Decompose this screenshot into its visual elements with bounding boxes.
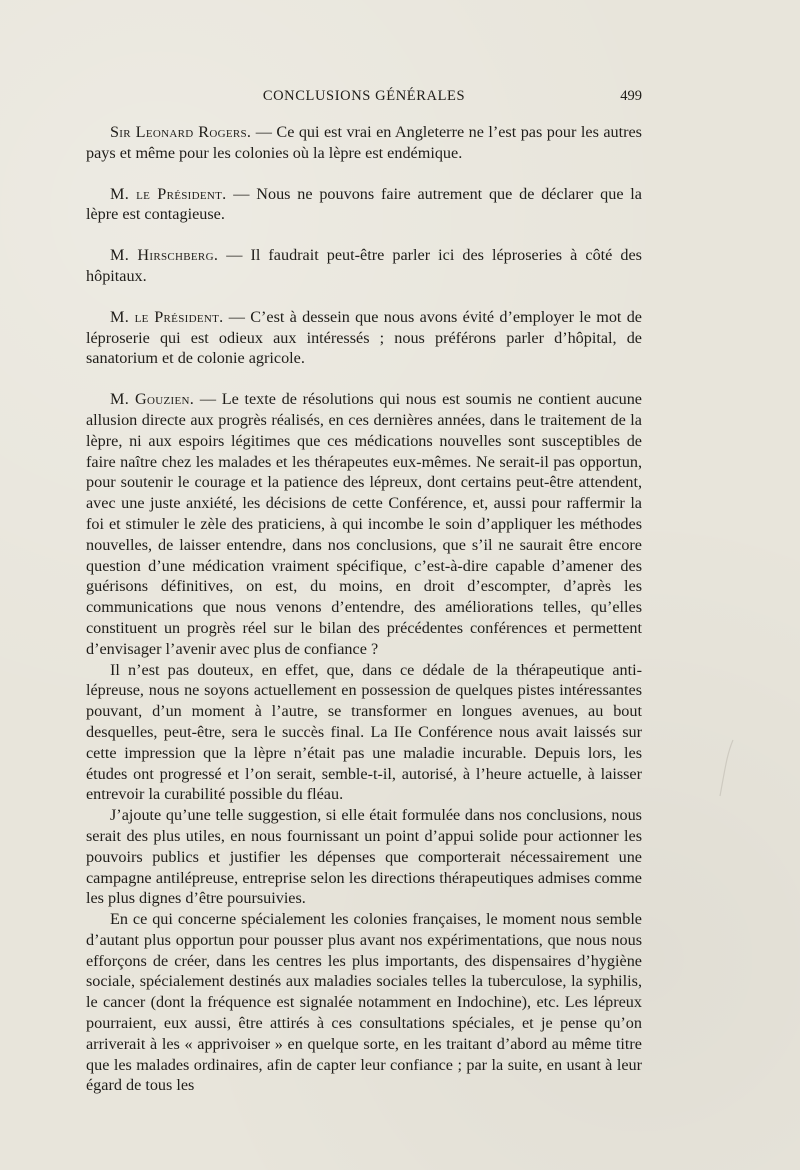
speaker-name: Sir Leonard Rogers. [110,123,252,141]
page-number: 499 [620,88,642,104]
continuation-paragraph-1: Il n’est pas douteux, en effet, que, dans ce dédale de la thérapeutique anti-lépreuse, nous ne soyons actuellement en possession de quelques pistes intéressantes pouvant, d’un moment à l’autre, se transformer en longues avenues, au bout desquelles, peut-être, sera le succès final. La IIe Conférence nous avait laissés sur cette impression que la lèpre n’était pas une maladie incurable. Depuis lors, les études ont progressé et l’on serait, semble-t-il, autorisé, à l’heure actuelle, à laisser entrevoir la curabilité possible du fléau. [86,660,642,804]
speaker-name: M. le Président. [110,307,224,326]
speech-text: — Il faudrait peut-être parler ici des léproseries à côté des hôpitaux. [86,246,642,285]
speaker-name: M. Gouzien. [110,390,195,409]
document-body [86,122,642,1096]
continuation-paragraph-3: En ce qui concerne spécialement les colonies françaises, le moment nous semble d’autant plus opportun pour pousser plus avant nos expérimentations, que nous nous efforçons de créer, dans les centres les plus importants, des dispensaires d’hygiène sociale, spécialement destinés aux maladies sociales telles la tuberculose, la syphilis, le cancer (dont la fréquence est signalée notamment en Indochine), etc. Les lépreux pourraient, eux aussi, être attirés à ces consultations spéciales, et je pense qu’on arriverait à les « apprivoiser » en quelque sorte, en les traitant d’abord au même titre que les malades ordinaires, afin de capter leur confiance ; par la suite, en usant à leur égard de tous les [86,910,642,1095]
page-header [86,88,642,110]
speech-rogers [86,122,642,164]
speech-text: — Le texte de résolutions qui nous est soumis ne contient aucune allusion directe aux progrès réalisés, en ces dernières années, dans le traitement de la lèpre, ni aux espoirs légitimes que ces médications nouvelles sont susceptibles de faire naître chez les malades et les thérapeutes eux-mêmes. Ne serait-il pas opportun, pour soutenir le courage et la patience des lépreux, dont certains peut-être attendent, avec une juste anxiété, les décisions de cette Conférence, et, aussi pour raffermir la foi et stimuler le zèle des praticiens, à qui incombe le soin d’appliquer les méthodes nouvelles, de laisser entendre, dans nos conclusions, que s’il ne saurait être encore question d’une médication vraiment spécifique, c’est-à-dire capable d’amener des guérisons définitives, on est, du moins, en droit d’escompter, d’après les communications que nous venons d’entendre, des améliorations telles, qu’elles constituent un progrès réel sur le bilan des précédentes conférences et permettent d’envisager l’avenir avec plus de confiance ? [86,390,642,658]
speech-hirschberg [86,245,642,287]
speech-president-2 [86,307,642,369]
continuation-paragraph-2: J’ajoute qu’une telle suggestion, si elle était formulée dans nos conclusions, nous serait des plus utiles, en nous fournissant un point d’appui solide pour actionner les pouvoirs publics et justifier les dépenses que comporterait nécessairement une campagne antilépreuse, entreprise selon les directions thérapeutiques admises comme les plus dignes d’être poursuivies. [86,806,642,908]
speaker-name: M. le Président. [110,184,227,203]
speech-gouzien [86,389,642,659]
speech-text: — Nous ne pouvons faire autrement que de déclarer que la lèpre est contagieuse. [86,184,642,224]
speech-text: — Ce qui est vrai en Angleterre ne l’est pas pour les autres pays et même pour les colonies où la lèpre est endémique. [86,123,642,162]
speaker-name: M. Hirschberg. [110,246,219,265]
speech-president-1 [86,184,642,226]
paper-scuff-mark [718,738,736,798]
speech-text: — C’est à dessein que nous avons évité d’employer le mot de léproserie qui est odieux aux intéressés ; nous préférons parler d’hôpital, de sanatorium et de colonie agricole. [86,307,642,368]
running-title: CONCLUSIONS GÉNÉRALES [262,88,466,104]
